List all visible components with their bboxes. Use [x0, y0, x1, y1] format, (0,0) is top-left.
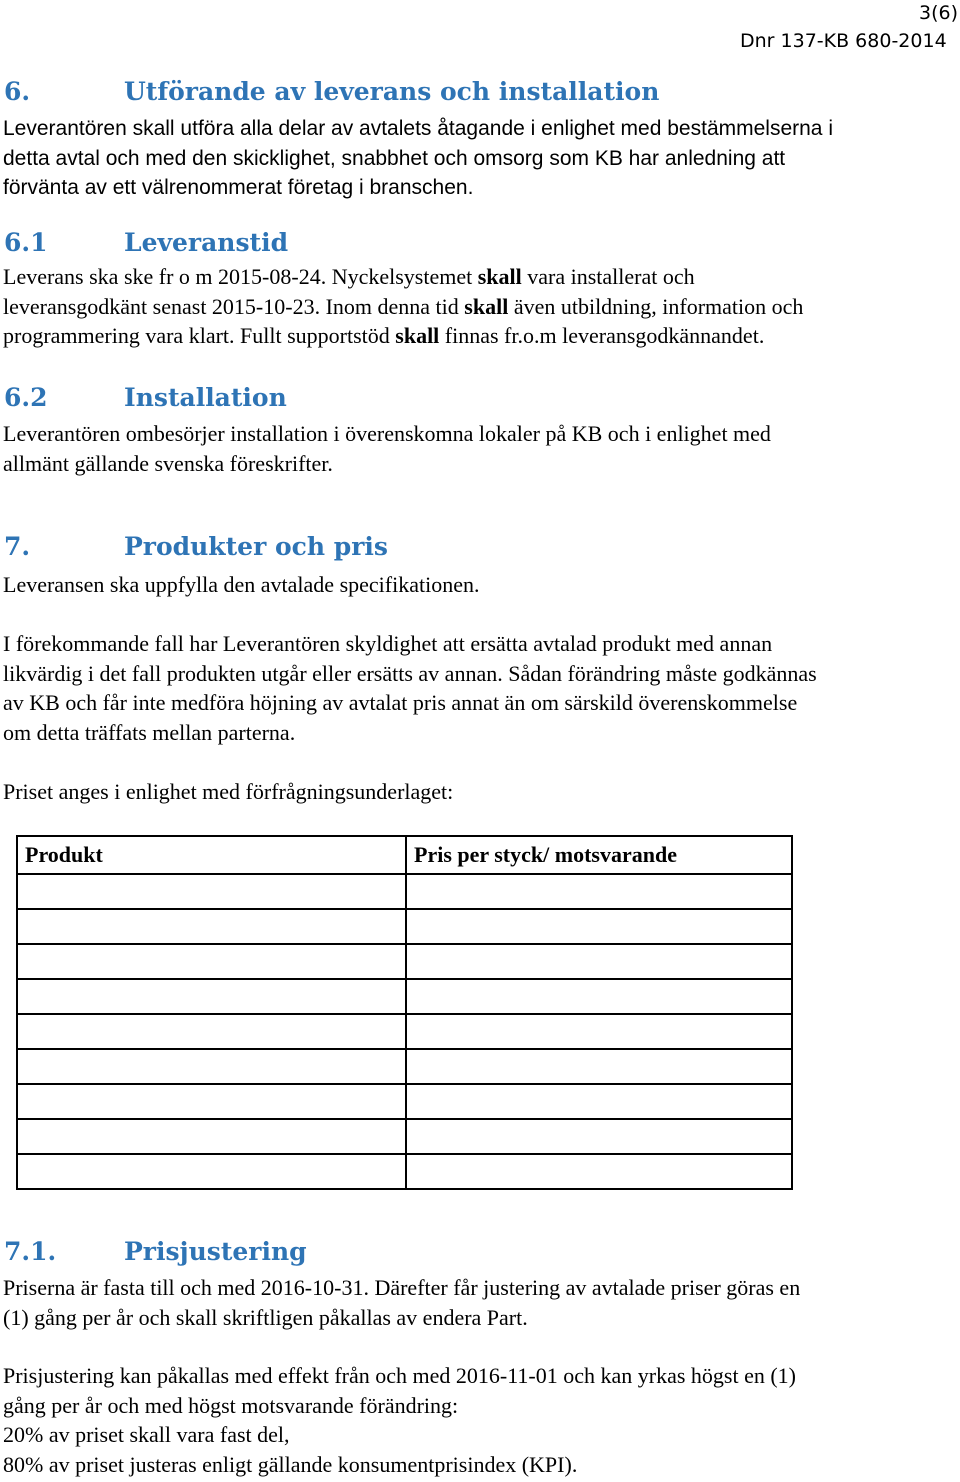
- table-cell[interactable]: [406, 1084, 792, 1119]
- section-6-body: [3, 114, 833, 203]
- table-cell[interactable]: [17, 909, 406, 944]
- text-line: 80% av priset justeras enligt gällande konsumentprisindex (KPI).: [3, 1451, 578, 1477]
- table-cell[interactable]: [406, 979, 792, 1014]
- heading-number: 7.: [4, 532, 31, 561]
- table-header-cell: Pris per styck/ motsvarande: [406, 836, 792, 874]
- table-cell[interactable]: [17, 979, 406, 1014]
- text-line: Prisjustering kan påkallas med effekt från och med 2016-11-01 och kan yrkas högst en (1): [3, 1363, 797, 1388]
- text-line: Leverantören skall utföra alla delar av avtalets åtagande i enlighet med bestämmelserna i: [3, 117, 833, 140]
- page-number: 3(6): [919, 2, 959, 24]
- heading-section-6: [4, 77, 660, 106]
- table-cell[interactable]: [406, 1049, 792, 1084]
- text-line: av KB och får inte medföra höjning av avtalat pris annat än om särskild överenskommelse: [3, 690, 798, 715]
- heading-section-7: [4, 532, 388, 561]
- table-cell[interactable]: [17, 874, 406, 909]
- text-line: leveransgodkänt senast 2015-10-23. Inom denna tid skall även utbildning, information och: [3, 293, 804, 319]
- heading-section-7-1: [4, 1237, 307, 1266]
- text-line: gång per år och med högst motsvarande förändring:: [3, 1392, 459, 1418]
- table-row: [17, 1049, 792, 1084]
- table-cell[interactable]: [406, 1119, 792, 1154]
- text-line: likvärdig i det fall produkten utgår eller ersätts av annan. Sådan förändring måste godkännas: [3, 660, 817, 686]
- table-row: [17, 909, 792, 944]
- table-row: [17, 1119, 792, 1154]
- section-7-1-adjustment: [3, 1361, 796, 1479]
- section-7-intro: Leveransen ska uppfylla den avtalade specifikationen.: [3, 572, 480, 597]
- text-line: (1) gång per år och skall skriftligen påkallas av endera Part.: [3, 1304, 528, 1330]
- section-6-1-body: [3, 262, 803, 351]
- heading-title: Leveranstid: [124, 228, 289, 257]
- heading-title: Produkter och pris: [124, 532, 388, 561]
- table-cell[interactable]: [17, 1014, 406, 1049]
- table-row: [17, 1014, 792, 1049]
- text-line: programmering vara klart. Fullt supportstöd skall finnas fr.o.m leveransgodkännandet.: [3, 323, 765, 348]
- heading-number: 7.1.: [4, 1237, 57, 1266]
- table-row: [17, 979, 792, 1014]
- heading-number: 6.2: [4, 383, 48, 412]
- section-7-body: [3, 629, 817, 747]
- table-header-cell: Produkt: [17, 836, 406, 874]
- text-line: Priserna är fasta till och med 2016-10-31. Därefter får justering av avtalade priser göras en: [3, 1275, 801, 1300]
- heading-section-6-2: [4, 383, 287, 412]
- text-line: Leverantören ombesörjer installation i överenskomna lokaler på KB och i enlighet med: [3, 421, 771, 446]
- text-line: detta avtal och med den skicklighet, snabbhet och omsorg som KB har anledning att: [3, 146, 786, 170]
- price-table: [16, 835, 793, 1190]
- text-line: 20% av priset skall vara fast del,: [3, 1422, 290, 1447]
- table-row: [17, 1084, 792, 1119]
- document-reference: Dnr 137-KB 680-2014: [740, 30, 947, 52]
- table-cell[interactable]: [406, 874, 792, 909]
- table-row: [17, 1154, 792, 1189]
- text-line: om detta träffats mellan parterna.: [3, 719, 296, 745]
- table-cell[interactable]: [406, 944, 792, 979]
- heading-title: Utförande av leverans och installation: [124, 77, 660, 106]
- table-cell[interactable]: [17, 1154, 406, 1189]
- section-6-2-body: [3, 419, 771, 478]
- table-cell[interactable]: [17, 944, 406, 979]
- table-cell[interactable]: [17, 1084, 406, 1119]
- heading-title: Prisjustering: [124, 1237, 307, 1266]
- text-line: förvänta av ett välrenommerat företag i branschen.: [3, 176, 474, 199]
- text-line: allmänt gällande svenska föreskrifter.: [3, 450, 333, 476]
- table-cell[interactable]: [406, 909, 792, 944]
- heading-number: 6.1: [4, 228, 48, 257]
- heading-title: Installation: [124, 383, 287, 412]
- table-header-row: [17, 836, 792, 874]
- heading-number: 6.: [4, 77, 31, 106]
- table-cell[interactable]: [406, 1014, 792, 1049]
- section-7-price-note: Priset anges i enlighet med förfrågningsunderlaget:: [3, 779, 454, 804]
- section-7-1-body: [3, 1273, 800, 1332]
- table-cell[interactable]: [17, 1119, 406, 1154]
- text-line: Leverans ska ske fr o m 2015-08-24. Nyckelsystemet skall vara installerat och: [3, 264, 695, 289]
- table-row: [17, 874, 792, 909]
- heading-section-6-1: [4, 228, 289, 257]
- table-cell[interactable]: [406, 1154, 792, 1189]
- table-row: [17, 944, 792, 979]
- table-cell[interactable]: [17, 1049, 406, 1084]
- text-line: I förekommande fall har Leverantören skyldighet att ersätta avtalad produkt med annan: [3, 631, 773, 656]
